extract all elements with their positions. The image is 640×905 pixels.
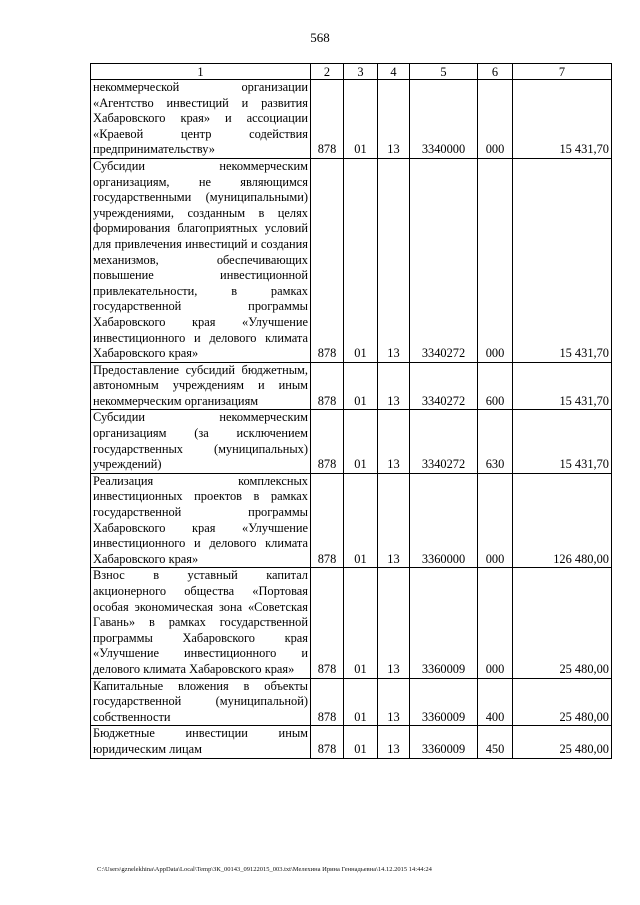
table-row [91,80,612,159]
table-header-row [91,64,612,80]
header-col-6: 6 [478,64,513,80]
row-csr: 3340272 [410,362,478,410]
row-sum: 15 431,70 [513,80,612,159]
row-ved: 878 [311,726,344,758]
row-rz: 01 [344,473,378,568]
table-row [91,473,612,568]
document-path-footer: C:\Users\gznelekhina\AppData\Local\Temp\ЗК_00143_09122015_003.txt\Мелехина Ирина Геннадьевна\14.12.2015 14:44:24 [97,866,432,873]
header-col-1: 1 [91,64,311,80]
row-csr: 3340272 [410,158,478,362]
row-pr: 13 [378,678,410,726]
row-pr: 13 [378,158,410,362]
row-sum: 25 480,00 [513,678,612,726]
page-number: 568 [310,30,330,45]
row-pr: 13 [378,726,410,758]
row-csr: 3340272 [410,410,478,473]
row-name: некоммерческой организации «Агентство инвестиций и развития Хабаровского края» и ассоциации «Краевой центр содействия предпринимательству» [91,80,311,159]
row-ved: 878 [311,678,344,726]
row-ved: 878 [311,473,344,568]
row-vr: 000 [478,473,513,568]
table-row [91,678,612,726]
row-csr: 3360009 [410,678,478,726]
row-rz: 01 [344,678,378,726]
row-rz: 01 [344,568,378,678]
row-name: Капитальные вложения в объекты государственной (муниципальной) собственности [91,678,311,726]
row-csr: 3360000 [410,473,478,568]
row-ved: 878 [311,568,344,678]
row-sum: 15 431,70 [513,362,612,410]
row-vr: 000 [478,568,513,678]
row-csr: 3340000 [410,80,478,159]
row-sum: 126 480,00 [513,473,612,568]
row-vr: 400 [478,678,513,726]
row-csr: 3360009 [410,726,478,758]
row-ved: 878 [311,80,344,159]
row-rz: 01 [344,410,378,473]
row-vr: 000 [478,158,513,362]
header-col-4: 4 [378,64,410,80]
row-rz: 01 [344,362,378,410]
row-pr: 13 [378,410,410,473]
header-col-5: 5 [410,64,478,80]
row-name: Субсидии некоммерческим организациям (за исключением государственных (муниципальных) учреждений) [91,410,311,473]
row-vr: 000 [478,80,513,159]
row-rz: 01 [344,80,378,159]
row-ved: 878 [311,410,344,473]
header-col-7: 7 [513,64,612,80]
row-pr: 13 [378,473,410,568]
budget-table [90,63,612,759]
row-name: Бюджетные инвестиции иным юридическим лицам [91,726,311,758]
row-vr: 630 [478,410,513,473]
row-pr: 13 [378,362,410,410]
row-sum: 15 431,70 [513,158,612,362]
row-ved: 878 [311,362,344,410]
row-vr: 600 [478,362,513,410]
row-name: Взнос в уставный капитал акционерного общества «Портовая особая экономическая зона «Советская Гавань» в рамках государственной программы Хабаровского края «Улучшение инвестиционного и делового климата Хабаровского края» [91,568,311,678]
row-csr: 3360009 [410,568,478,678]
header-col-2: 2 [311,64,344,80]
row-vr: 450 [478,726,513,758]
row-sum: 25 480,00 [513,726,612,758]
header-col-3: 3 [344,64,378,80]
row-pr: 13 [378,80,410,159]
table-row [91,410,612,473]
row-name: Субсидии некоммерческим организациям, не являющимся государственными (муниципальными) учреждениями, созданным в целях формирования благоприятных условий для привлечения инвестиций и создания механизмов, обеспечивающих повышение инвестиционной привлекательности, в рамках государственной программы Хабаровского края «Улучшение инвестиционного и делового климата Хабаровского края» [91,158,311,362]
table-row [91,362,612,410]
row-sum: 25 480,00 [513,568,612,678]
row-ved: 878 [311,158,344,362]
row-rz: 01 [344,726,378,758]
row-pr: 13 [378,568,410,678]
row-rz: 01 [344,158,378,362]
row-name: Предоставление субсидий бюджетным, автономным учреждениям и иным некоммерческим организациям [91,362,311,410]
table-row [91,726,612,758]
row-sum: 15 431,70 [513,410,612,473]
table-row [91,158,612,362]
row-name: Реализация комплексных инвестиционных проектов в рамках государственной программы Хабаровского края «Улучшение инвестиционного и делового климата Хабаровского края» [91,473,311,568]
table-row [91,568,612,678]
